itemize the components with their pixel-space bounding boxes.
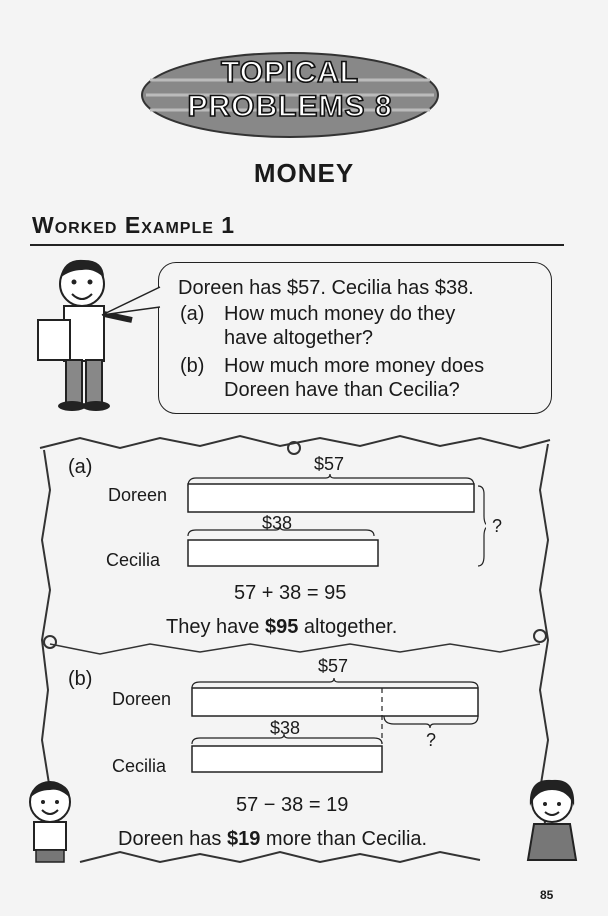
part-a-answer-pre: They have	[166, 616, 260, 638]
part-a-unknown: ?	[492, 516, 503, 536]
part-a-bar-model	[186, 474, 486, 574]
part-b-equation: 57 − 38 = 19	[236, 794, 349, 816]
part-b-answer-amount: $19	[226, 828, 261, 850]
girl-illustration	[512, 776, 592, 868]
part-b-answer	[118, 828, 427, 851]
part-a-cecilia-value: $38	[262, 513, 293, 533]
banner-title-line2: PROBLEMS 8	[187, 90, 393, 123]
part-b-unknown: ?	[426, 730, 437, 750]
part-b-cecilia-value: $38	[270, 718, 301, 738]
question-intro: Doreen has $57. Cecilia has $38.	[178, 277, 474, 299]
part-a-equation: 57 + 38 = 95	[234, 582, 347, 604]
chapter-banner	[140, 50, 440, 140]
part-a-answer	[166, 616, 397, 639]
part-b-bar-model	[190, 676, 490, 776]
heading-rule	[30, 244, 564, 246]
part-a-doreen-value: $57	[314, 454, 345, 474]
part-a-marker: (a)	[68, 456, 93, 478]
page-number: 85	[540, 888, 554, 902]
part-b-answer-pre: Doreen has	[118, 828, 222, 850]
part-a-answer-post: altogether.	[303, 616, 398, 638]
question-part-b-line1: How much more money does	[224, 355, 485, 377]
part-b-doreen-label: Doreen	[112, 689, 172, 709]
part-b-answer-post: more than Cecilia.	[265, 828, 428, 850]
teacher-illustration	[34, 254, 154, 414]
question-part-b-marker: (b)	[180, 355, 205, 377]
part-a-answer-amount: $95	[264, 616, 299, 638]
part-b-cecilia-label: Cecilia	[112, 756, 167, 776]
question-part-a-line2: have altogether?	[224, 327, 374, 349]
part-a-doreen-label: Doreen	[108, 485, 168, 505]
topic-title: MONEY	[253, 158, 355, 188]
part-b-doreen-value: $57	[318, 656, 349, 676]
boy-illustration	[12, 776, 92, 866]
part-b-marker: (b)	[68, 668, 93, 690]
speech-bubble-tail	[100, 285, 162, 325]
section-heading: Worked Example 1	[32, 212, 236, 238]
question-part-a-marker: (a)	[180, 303, 205, 325]
question-part-b-line2: Doreen have than Cecilia?	[224, 379, 460, 401]
part-a-cecilia-label: Cecilia	[106, 550, 161, 570]
banner-title-line1: TOPICAL	[220, 56, 360, 89]
question-part-a-line1: How much money do they	[224, 303, 456, 325]
